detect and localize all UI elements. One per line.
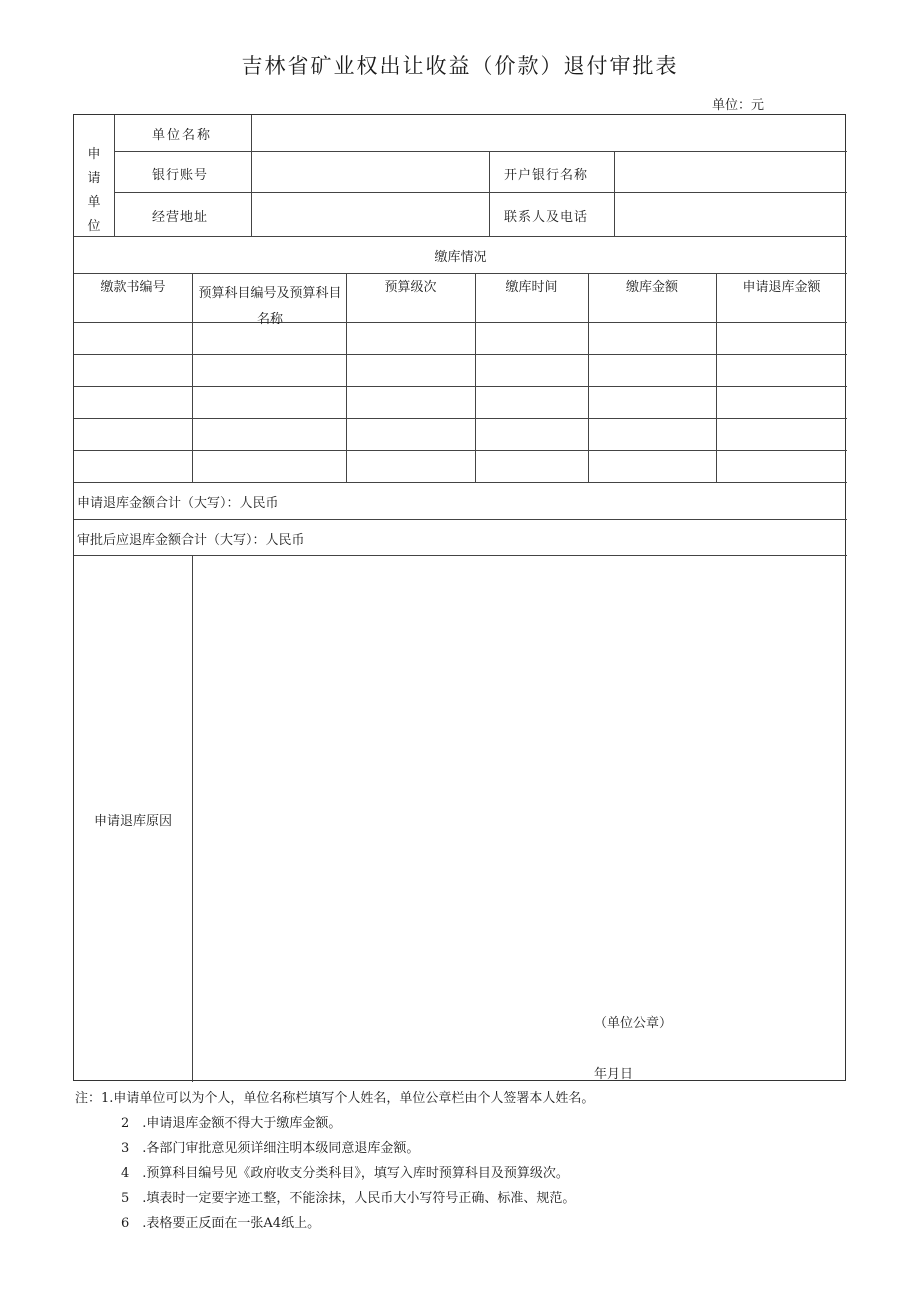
note-item: 5 .填表时一定要字迹工整，不能涂抹，人民币大小写符号正确、标准、规范。 [121,1191,576,1206]
note-item: 3 .各部门审批意见须详细注明本级同意退库金额。 [121,1141,420,1156]
address-label: 经营地址 [152,210,209,225]
note-item: 注：1.申请单位可以为个人，单位名称栏填写个人姓名，单位公章栏由个人签署本人姓名。 [75,1091,595,1106]
seal-label: （单位公章） [594,1016,673,1031]
approval-form-table [73,114,846,1081]
bank-name-label: 开户银行名称 [504,168,589,183]
payment-section-title: 缴库情况 [434,250,487,265]
bank-account-label: 银行账号 [152,168,209,183]
requested-total-label: 申请退库金额合计（大写）：人民币 [77,496,279,511]
note-item: 2 .申请退库金额不得大于缴库金额。 [121,1116,342,1131]
approved-total-label: 审批后应退库金额合计（大写）：人民币 [77,533,305,548]
note-item: 6 .表格要正反面在一张A4纸上。 [121,1216,321,1231]
column-header: 申请退库金额 [742,280,821,295]
applicant-section-char: 申 [87,147,101,162]
column-header: 缴库时间 [505,280,558,295]
applicant-section-char: 位 [87,219,101,234]
unit-label: 单位：元 [712,98,765,113]
applicant-section-char: 请 [87,171,101,186]
reason-label: 申请退库原因 [93,814,172,829]
column-header: 预算级次 [384,280,437,295]
contact-label: 联系人及电话 [504,210,589,225]
column-header: 缴库金额 [625,280,678,295]
note-item: 4 .预算科目编号见《政府收支分类科目》，填写入库时预算科目及预算级次。 [121,1166,569,1181]
column-header: 缴款书编号 [100,280,166,295]
date-label: 年月日 [594,1067,634,1082]
applicant-section-char: 单 [87,195,101,210]
column-header: 预算科目编号及预算科目名称 [198,286,342,327]
unit-name-label: 单位名称 [152,128,213,143]
form-title: 吉林省矿业权出让收益（价款）退付审批表 [241,54,679,78]
